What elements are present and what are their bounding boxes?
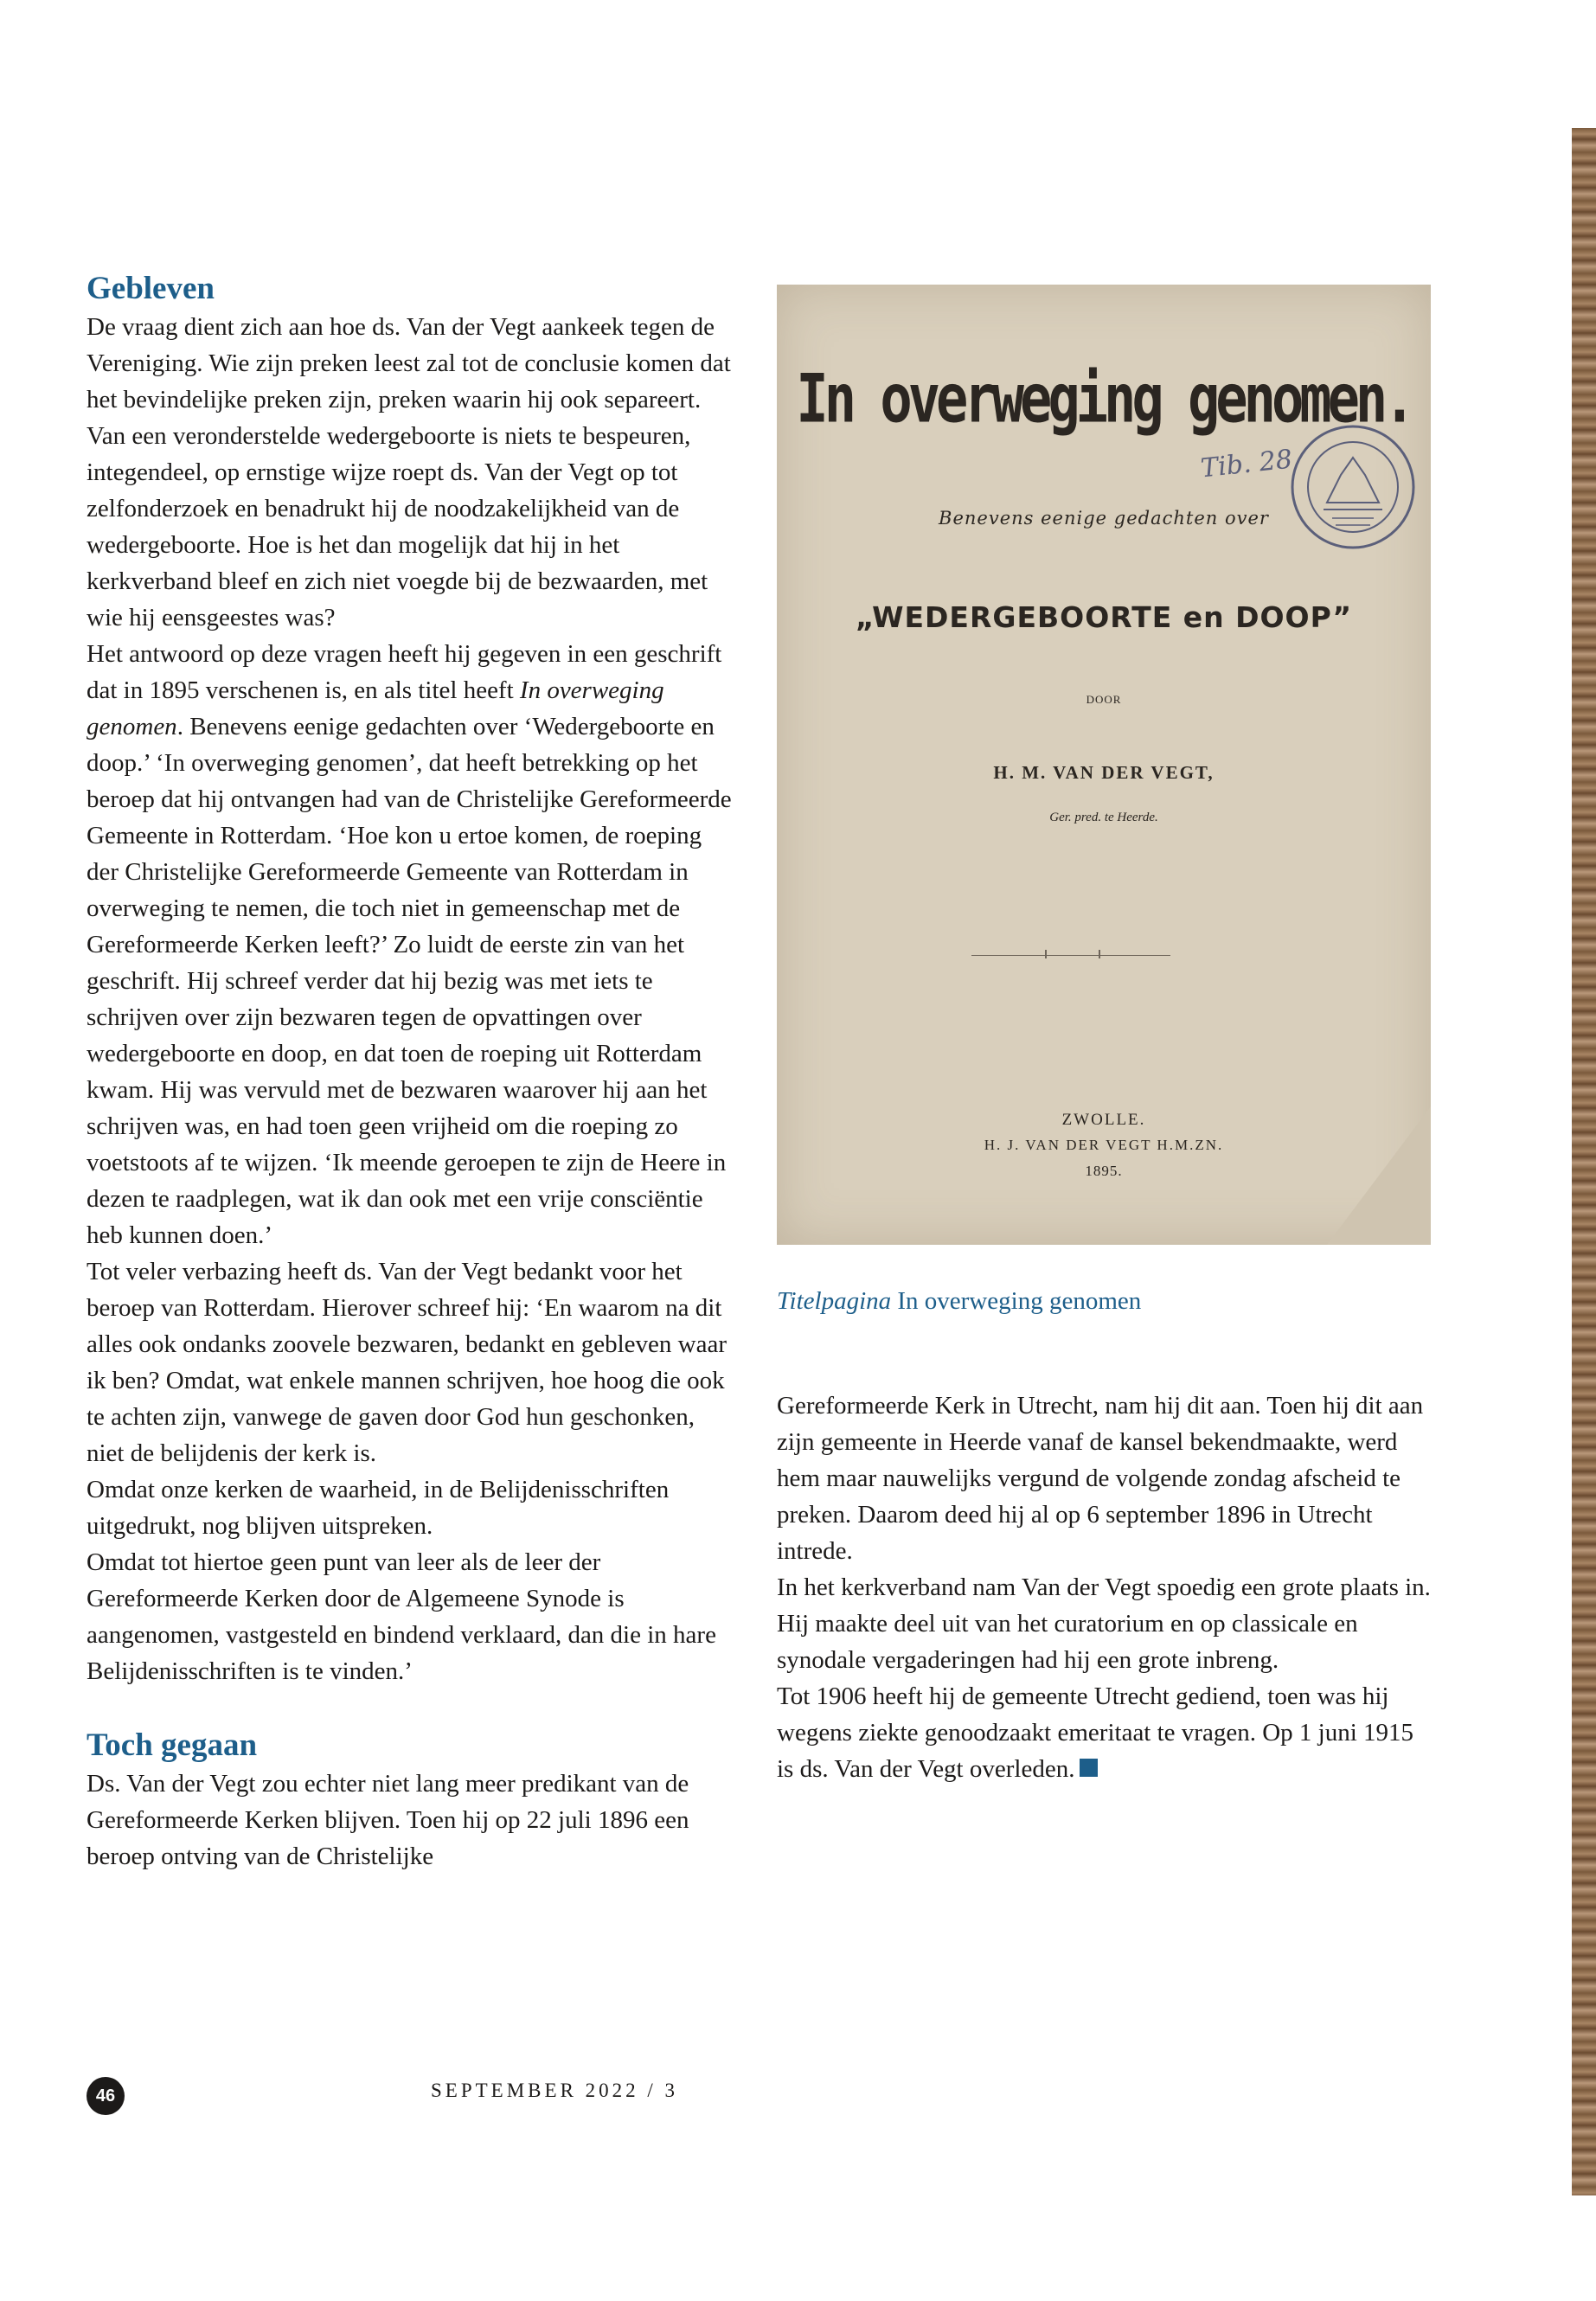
end-of-article-square-icon: [1080, 1759, 1098, 1777]
article-body-right: [777, 1388, 1434, 1787]
paragraph: Omdat onze kerken de waarheid, in de Belijdenisschriften uitgedrukt, nog blijven uitspreken.: [87, 1476, 670, 1540]
ornament-center: [1045, 950, 1100, 958]
scan-title: In overweging genomen.: [796, 358, 1412, 439]
paragraph: In het kerkverband nam Van der Vegt spoedig een grote plaats in. Hij maakte deel uit van het curatorium en op classicale en synodale vergaderingen had hij een grote inbreng.: [777, 1574, 1431, 1674]
paragraph: Gereformeerde Kerk in Utrecht, nam hij dit aan. Toen hij dit aan zijn gemeente in Heerde vanaf de kansel bekendmaakte, werd hem maar nauwelijks vergund de volgende zondag afscheid te preken. Daarom deed hij al op 6 september 1896 in Utrecht intrede.: [777, 1392, 1424, 1565]
scan-door: DOOR: [1086, 693, 1122, 706]
paragraph: Omdat tot hiertoe geen punt van leer als de leer der Gereformeerde Kerken door de Algemeene Synode is aangenomen, vastgesteld en bindend verklaard, dan die in hare Belijdenisschriften is te vinden.’: [87, 1548, 716, 1685]
scan-subtitle: Benevens eenige gedachten over: [939, 508, 1269, 529]
paragraph: Tot veler verbazing heeft ds. Van der Vegt bedankt voor het beroep van Rotterdam. Hierover schreef hij: ‘En waarom na dit alles ook ondanks zoovele bezwaren, bedankt en gebleven waar ik ben? Omdat, wat enkele mannen schrijven, hoe hoog die ook te achten zijn, vanwege de gaven door God hun geschonken, niet de belijdenis der kerk is.: [87, 1258, 727, 1467]
page-number-badge: 46: [87, 2077, 125, 2115]
issue-label: SEPTEMBER 2022 / 3: [431, 2080, 679, 2101]
scan-main-title: „WEDERGEBOORTE en DOOP”: [855, 600, 1353, 634]
section-heading-toch-gegaan: Toch gegaan: [87, 1727, 258, 1763]
scan-publisher: H. J. VAN DER VEGT H.M.ZN.: [984, 1137, 1224, 1153]
title-page-scan-image: [777, 285, 1431, 1245]
paragraph: Tot 1906 heeft hij de gemeente Utrecht gediend, toen was hij wegens ziekte genoodzaakt emeritaat te vragen. Op 1 juni 1915 is ds. Van der Vegt overleden.: [777, 1682, 1414, 1783]
library-stamp-icon: [1289, 423, 1417, 551]
paragraph: Het antwoord op deze vragen heeft hij gegeven in een geschrift dat in 1895 verschenen is, en als titel heeft In overweging genomen. Benevens eenige gedachten over ‘Wedergeboorte en doop.’ ‘In overweging genomen’, dat heeft betrekking op het beroep dat hij ontvangen had van de Christelijke Gereformeerde Gemeente in Rotterdam. ‘Hoe kon u ertoe komen, de roeping der Christelijke Gereformeerde Gemeente van Rotterdam in overweging te nemen, die toch niet in gemeenschap met de Gereformeerde Kerken leeft?’ Zo luidt de eerste zin van het geschrift. Hij schreef verder dat hij bezig was met iets te schrijven over zijn bezwaren tegen de opvattingen over wedergeboorte en doop, en dat toen de roeping uit Rotterdam kwam. Hij was vervuld met de bezwaren waarover hij aan het schrijven was, en had toen geen vrijheid om die roeping zo voetstoots af te wijzen. ‘Ik meende geroepen te zijn de Heere in dezen te raadplegen, wat ik dan ook met een vrije consciëntie heb kunnen doen.’: [87, 640, 732, 1249]
handwritten-signature: Tib. 28: [1199, 444, 1294, 484]
paragraph: Ds. Van der Vegt zou echter niet lang meer predikant van de Gereformeerde Kerken blijven. Toen hij op 22 juli 1896 een beroep ontving van de Christelijke: [87, 1770, 689, 1870]
paragraph: De vraag dient zich aan hoe ds. Van der Vegt aankeek tegen de Vereniging. Wie zijn preken leest zal tot de conclusie komen dat het bevindelijke preken zijn, preken waarin hij ook separeert. Van een veronderstelde wedergeboorte is niets te bespeuren, integendeel, op ernstige wijze roept ds. Van der Vegt op tot zelfonderzoek en benadrukt hij de noodzakelijkheid van de wedergeboorte. Hoe is het dan mogelijk dat hij in het kerkverband bleef en zich niet voegde bij de bezwaarden, met wie hij eensgeestes was?: [87, 313, 731, 631]
scan-role: Ger. pred. te Heerde.: [1049, 811, 1158, 824]
book-title-italic: In overweging genomen: [87, 676, 664, 740]
section-gap: [87, 1689, 737, 1726]
scan-author: H. M. VAN DER VEGT,: [993, 762, 1215, 783]
article-body-left-continued: [87, 1766, 737, 1875]
figure-caption: Titelpagina In overweging genomen: [777, 1287, 1142, 1315]
scan-year: 1895.: [1085, 1163, 1123, 1179]
article-body-left: [87, 309, 737, 1689]
scan-city: ZWOLLE.: [1061, 1111, 1146, 1129]
left-column: [87, 269, 737, 1875]
wood-texture-edge: [1572, 128, 1596, 2195]
section-heading-gebleven: Gebleven: [87, 271, 215, 306]
